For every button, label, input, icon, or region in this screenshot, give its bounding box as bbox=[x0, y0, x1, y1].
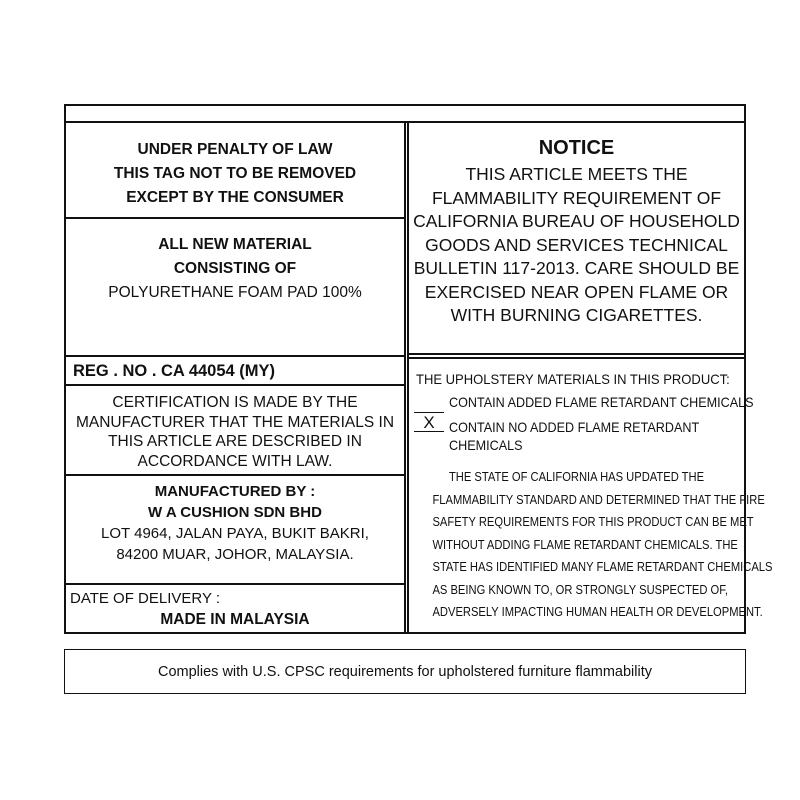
statement-line: FLAMMABILITY STANDARD AND DETERMINED THAT THE FIRE bbox=[432, 491, 765, 507]
statement-line: SAFETY REQUIREMENTS FOR THIS PRODUCT CAN BE MET bbox=[432, 514, 754, 529]
divider-warning bbox=[64, 217, 404, 219]
certification-line: ACCORDANCE WITH LAW. bbox=[137, 452, 333, 470]
option-added-checkbox[interactable] bbox=[414, 397, 444, 413]
material-title-line: CONSISTING OF bbox=[173, 260, 297, 277]
notice-title: NOTICE bbox=[538, 137, 615, 159]
cpsc-compliance-text: Complies with U.S. CPSC requirements for upholstered furniture flammability bbox=[158, 663, 652, 680]
label-top-strip bbox=[64, 104, 746, 123]
notice-line: THIS ARTICLE MEETS THE bbox=[465, 164, 688, 184]
divider-material bbox=[64, 355, 404, 357]
notice-line: GOODS AND SERVICES TECHNICAL bbox=[425, 234, 728, 255]
manufacturer-address-line: LOT 4964, JALAN PAYA, BUKIT BAKRI, bbox=[101, 525, 369, 542]
statement-line: WITHOUT ADDING FLAME RETARDANT CHEMICALS. THE bbox=[432, 536, 738, 552]
manufacturer-block bbox=[66, 481, 404, 565]
statement-line: AS BEING KNOWN TO, OR STRONGLY SUSPECTED OF, bbox=[432, 581, 728, 597]
statement-line: ADVERSELY IMPACTING HUMAN HEALTH OR DEVELOPMENT. bbox=[432, 604, 763, 619]
delivery-date-label: DATE OF DELIVERY : bbox=[70, 590, 221, 607]
statement-line: STATE HAS IDENTIFIED MANY FLAME RETARDANT CHEMICALS bbox=[432, 559, 773, 574]
option-no-added-line: CONTAIN NO ADDED FLAME RETARDANT bbox=[449, 419, 700, 435]
certification-line: THIS ARTICLE ARE DESCRIBED IN bbox=[108, 433, 362, 450]
notice-line: WITH BURNING CIGARETTES. bbox=[450, 305, 703, 325]
manufacturer-heading: MANUFACTURED BY : bbox=[154, 483, 316, 500]
cpsc-compliance-box bbox=[64, 649, 746, 694]
divider-reg bbox=[64, 384, 404, 386]
divider-manufacturer bbox=[64, 583, 404, 585]
california-statement bbox=[409, 466, 773, 624]
warning-line: EXCEPT BY THE CONSUMER bbox=[126, 189, 344, 206]
certification-block bbox=[66, 393, 404, 471]
notice-line: BULLETIN 117-2013. CARE SHOULD BE bbox=[413, 258, 740, 278]
manufacturer-name: W A CUSHION SDN BHD bbox=[148, 504, 322, 521]
upholstery-heading: THE UPHOLSTERY MATERIALS IN THIS PRODUCT: bbox=[416, 371, 730, 387]
certification-line: MANUFACTURER THAT THE MATERIALS IN bbox=[75, 413, 395, 431]
notice-line: CALIFORNIA BUREAU OF HOUSEHOLD bbox=[413, 211, 740, 231]
material-title-line: ALL NEW MATERIAL bbox=[158, 236, 312, 253]
option-added-label: CONTAIN ADDED FLAME RETARDANT CHEMICALS bbox=[449, 394, 754, 410]
material-block bbox=[66, 233, 404, 305]
certification-line: CERTIFICATION IS MADE BY THE bbox=[112, 394, 358, 411]
option-no-added-checkbox[interactable]: X bbox=[414, 414, 444, 432]
column-divider bbox=[404, 122, 406, 634]
registration-number: REG . NO . CA 44054 (MY) bbox=[73, 362, 276, 380]
warning-line: THIS TAG NOT TO BE REMOVED bbox=[113, 165, 357, 182]
notice-body bbox=[409, 163, 744, 328]
notice-line: FLAMMABILITY REQUIREMENT OF bbox=[431, 187, 722, 208]
option-no-added-line: CHEMICALS bbox=[449, 437, 523, 453]
divider-notice bbox=[407, 353, 746, 355]
option-no-added-label bbox=[449, 418, 719, 454]
made-in-country: MADE IN MALAYSIA bbox=[160, 611, 310, 628]
divider-notice-inner bbox=[407, 357, 746, 359]
material-content: POLYURETHANE FOAM PAD 100% bbox=[108, 284, 362, 301]
notice-line: EXERCISED NEAR OPEN FLAME OR bbox=[424, 281, 729, 302]
warning-line: UNDER PENALTY OF LAW bbox=[137, 141, 333, 158]
warning-block bbox=[66, 138, 404, 210]
divider-certification bbox=[64, 474, 404, 476]
manufacturer-address-line: 84200 MUAR, JOHOR, MALAYSIA. bbox=[116, 546, 354, 563]
statement-line: THE STATE OF CALIFORNIA HAS UPDATED THE bbox=[448, 469, 705, 484]
